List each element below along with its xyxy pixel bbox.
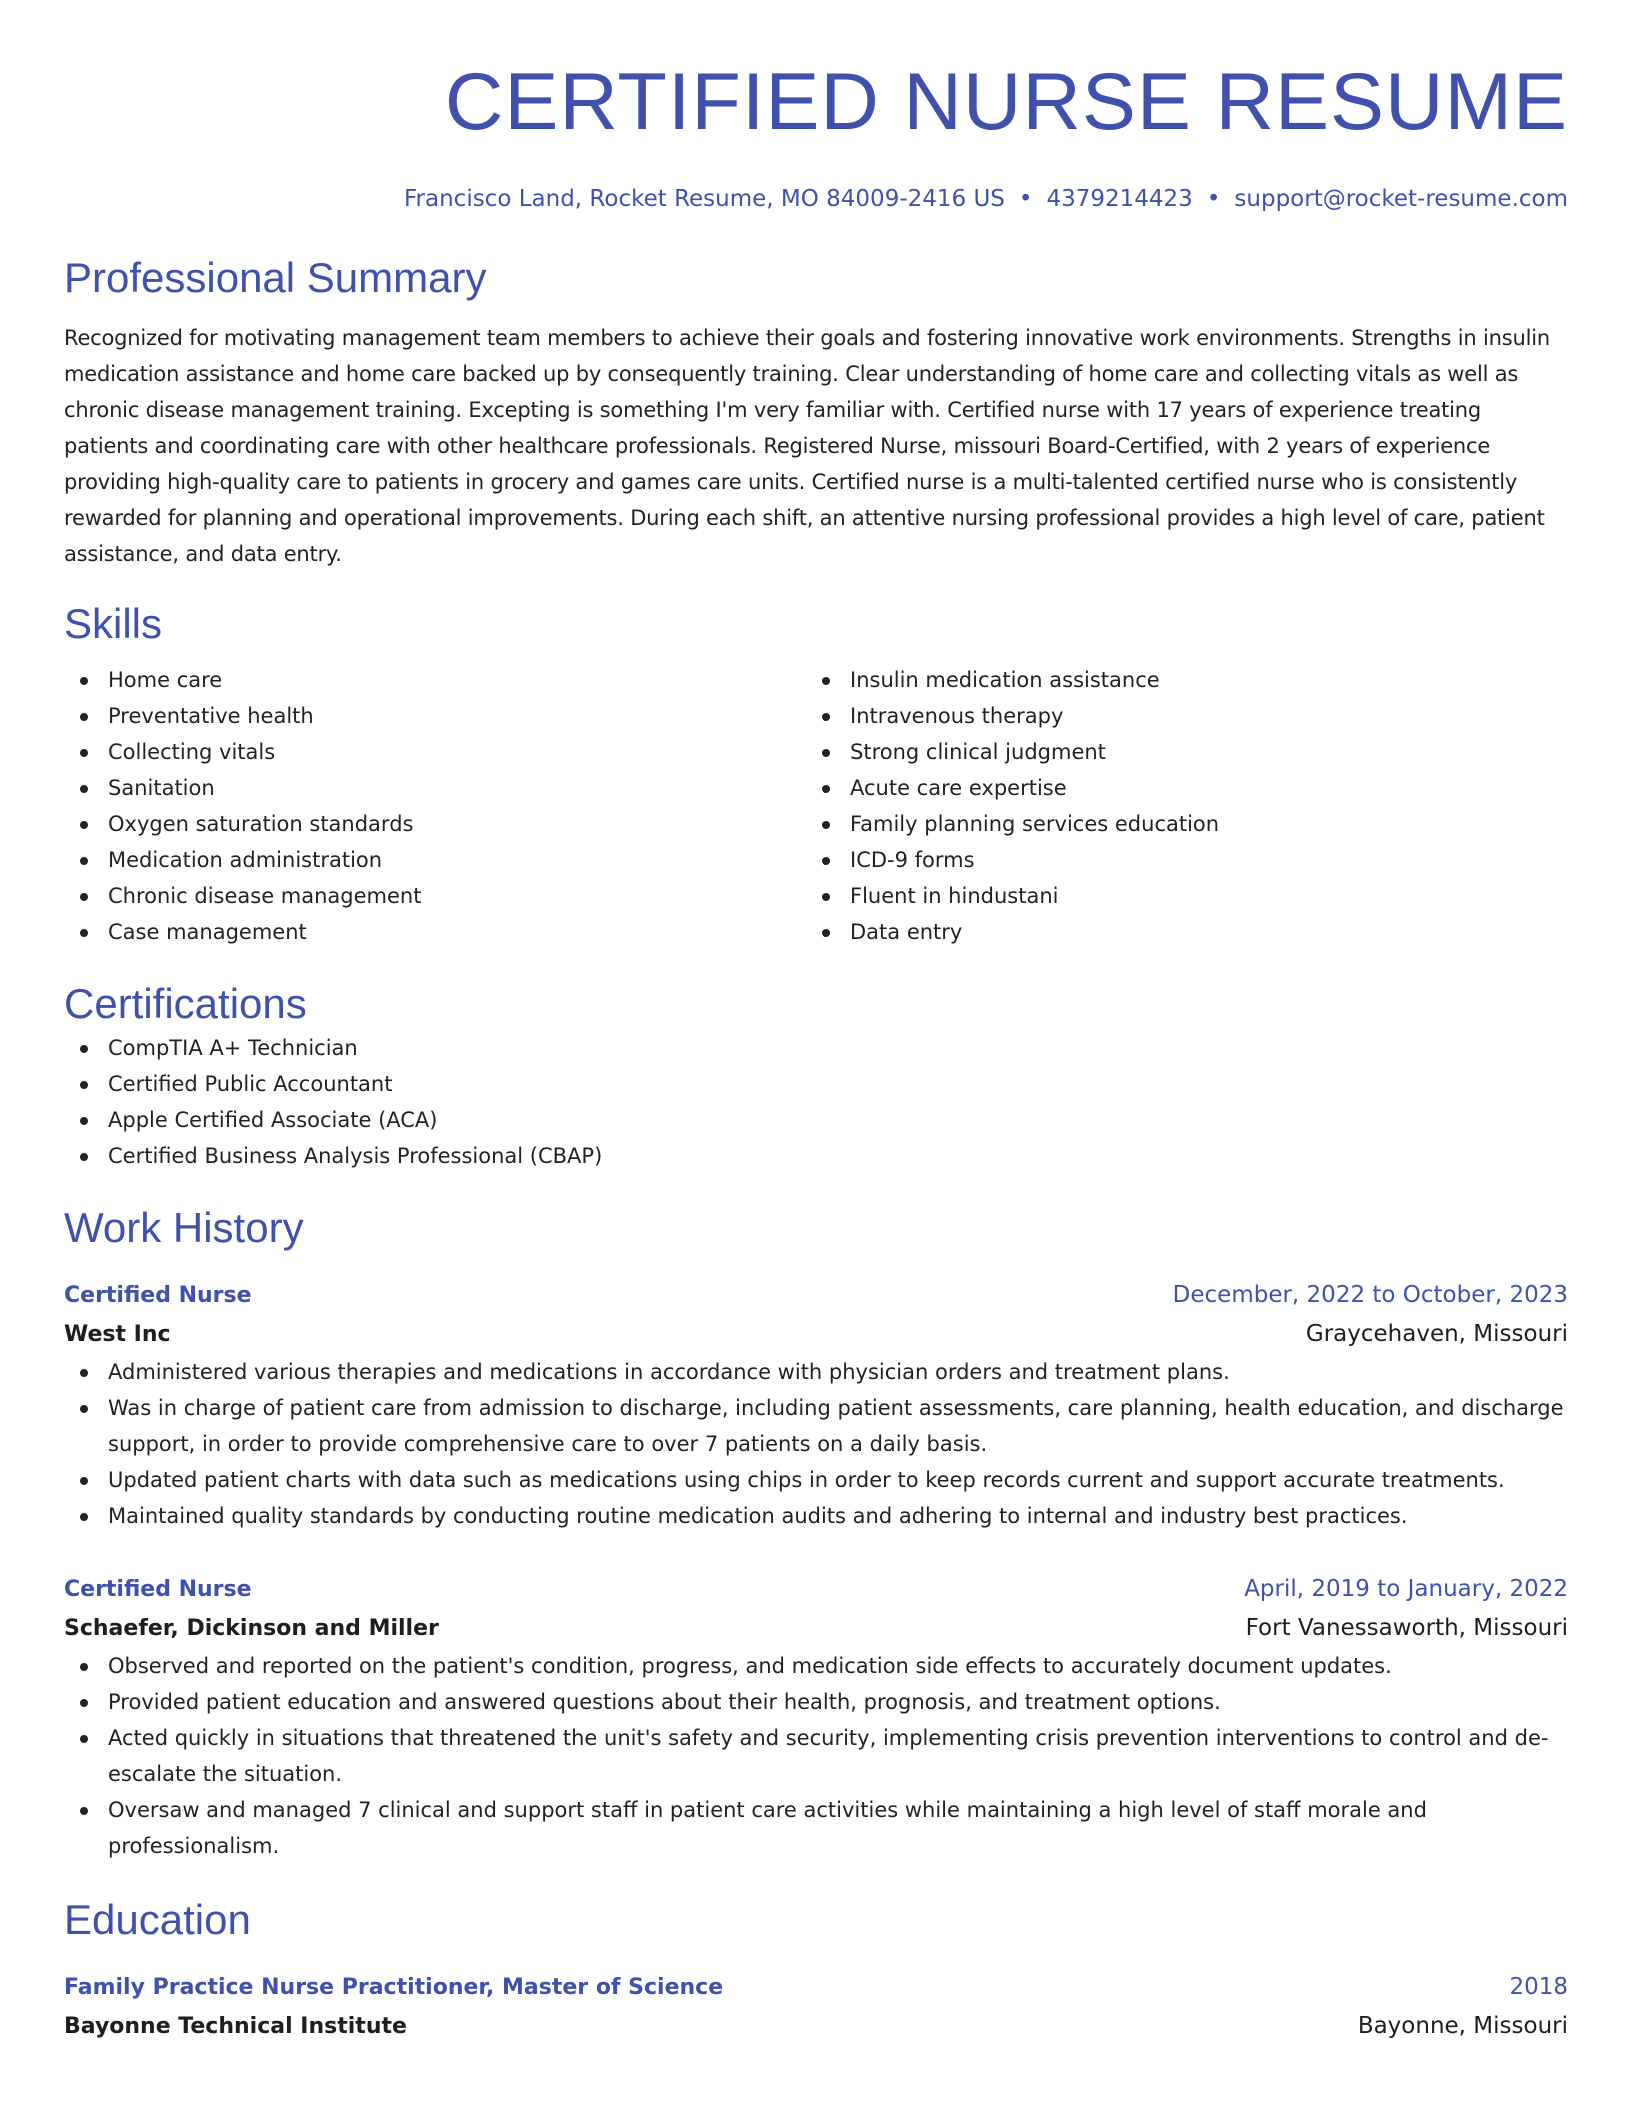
summary-heading: Professional Summary <box>64 254 487 301</box>
certification-item: Apple Certified Associate (ACA) <box>64 1102 1568 1138</box>
job-title-row <box>64 1276 1568 1315</box>
job-role: Certified Nurse <box>64 1283 252 1308</box>
skill-item: Collecting vitals <box>64 734 806 770</box>
education-year: 2018 <box>1509 1974 1568 2000</box>
job-location: Graycehaven, Missouri <box>1305 1321 1568 1347</box>
skill-item: Fluent in hindustani <box>806 878 1548 914</box>
job-dates: April, 2019 to January, 2022 <box>1244 1576 1568 1602</box>
contact-email: support@rocket-resume.com <box>1234 186 1568 212</box>
education-section <box>64 1894 1568 2046</box>
skills-section <box>64 598 1568 950</box>
contact-line <box>64 184 1568 214</box>
job-entry <box>64 1570 1568 1864</box>
job-company: Schaefer, Dickinson and Miller <box>64 1616 439 1641</box>
job-duty: Updated patient charts with data such as medications using chips in order to keep records current and support accurate treatments. <box>64 1462 1568 1498</box>
job-duty: Administered various therapies and medications in accordance with physician orders and treatment plans. <box>64 1354 1568 1390</box>
education-degree: Family Practice Nurse Practitioner, Master of Science <box>64 1975 724 2000</box>
skills-column-left <box>64 662 806 950</box>
skill-item: Family planning services education <box>806 806 1548 842</box>
skills-list-right <box>806 662 1548 950</box>
skill-item: Home care <box>64 662 806 698</box>
certification-item: Certified Business Analysis Professional (CBAP) <box>64 1138 1568 1174</box>
summary-section <box>64 252 1568 572</box>
job-duties-list <box>64 1354 1568 1534</box>
contact-separator: • <box>1206 186 1221 212</box>
job-duty: Maintained quality standards by conducting routine medication audits and adhering to internal and industry best practices. <box>64 1498 1568 1534</box>
job-company-row <box>64 1315 1568 1354</box>
contact-separator: • <box>1018 186 1033 212</box>
job-duty: Was in charge of patient care from admission to discharge, including patient assessments, care planning, health education, and discharge support, in order to provide comprehensive care to over 7 patients on a daily basis. <box>64 1390 1568 1462</box>
job-duty: Acted quickly in situations that threatened the unit's safety and security, implementing crisis prevention interventions to control and de-escalate the situation. <box>64 1720 1568 1792</box>
job-dates: December, 2022 to October, 2023 <box>1172 1282 1568 1308</box>
skill-item: Insulin medication assistance <box>806 662 1548 698</box>
skills-column-right <box>806 662 1548 950</box>
education-school-row <box>64 2007 1568 2046</box>
job-location: Fort Vanessaworth, Missouri <box>1245 1615 1568 1641</box>
skill-item: Sanitation <box>64 770 806 806</box>
work-history-section <box>64 1202 1568 1864</box>
skill-item: Data entry <box>806 914 1548 950</box>
resume-header <box>64 0 1568 214</box>
certification-item: CompTIA A+ Technician <box>64 1030 1568 1066</box>
work-history-heading: Work History <box>64 1204 304 1251</box>
job-company-row <box>64 1609 1568 1648</box>
skills-grid <box>64 662 1568 950</box>
skill-item: Intravenous therapy <box>806 698 1548 734</box>
job-duty: Observed and reported on the patient's condition, progress, and medication side effects to accurately document updates. <box>64 1648 1568 1684</box>
job-title-row <box>64 1570 1568 1609</box>
summary-text: Recognized for motivating management team members to achieve their goals and fostering innovative work environments. Strengths in insulin medication assistance and home care backed up by consequently training. Clear understanding of home care and collecting vitals as well as chronic disease management training. Excepting is something I'm very familiar with. Certified nurse with 17 years of experience treating patients and coordinating care with other healthcare professionals. Registered Nurse, missouri Board-Certified, with 2 years of experience providing high-quality care to patients in grocery and games care units. Certified nurse is a multi-talented certified nurse who is consistently rewarded for planning and operational improvements. During each shift, an attentive nursing professional provides a high level of care, patient assistance, and data entry. <box>64 326 1550 566</box>
job-duty: Oversaw and managed 7 clinical and support staff in patient care activities while maintaining a high level of staff morale and professionalism. <box>64 1792 1568 1864</box>
skill-item: Strong clinical judgment <box>806 734 1548 770</box>
job-duty: Provided patient education and answered questions about their health, prognosis, and treatment options. <box>64 1684 1568 1720</box>
certifications-section <box>64 978 1568 1174</box>
skill-item: Medication administration <box>64 842 806 878</box>
education-degree-row <box>64 1968 1568 2007</box>
skills-heading: Skills <box>64 600 163 647</box>
education-location: Bayonne, Missouri <box>1357 2013 1568 2039</box>
education-entry <box>64 1968 1568 2046</box>
job-duties-list <box>64 1648 1568 1864</box>
skill-item: Chronic disease management <box>64 878 806 914</box>
job-company: West Inc <box>64 1322 171 1347</box>
education-school: Bayonne Technical Institute <box>64 2014 407 2039</box>
resume-title: CERTIFIED NURSE RESUME <box>444 57 1568 147</box>
job-role: Certified Nurse <box>64 1577 252 1602</box>
certifications-heading: Certifications <box>64 980 307 1027</box>
job-entry <box>64 1276 1568 1534</box>
certification-item: Certified Public Accountant <box>64 1066 1568 1102</box>
skill-item: Case management <box>64 914 806 950</box>
skill-item: Preventative health <box>64 698 806 734</box>
certifications-list <box>64 1030 1568 1174</box>
skill-item: ICD-9 forms <box>806 842 1548 878</box>
contact-phone: 4379214423 <box>1046 186 1193 212</box>
contact-address: Francisco Land, Rocket Resume, MO 84009-2416 US <box>403 186 1005 212</box>
education-heading: Education <box>64 1896 251 1943</box>
skill-item: Acute care expertise <box>806 770 1548 806</box>
skills-list-left <box>64 662 806 950</box>
skill-item: Oxygen saturation standards <box>64 806 806 842</box>
